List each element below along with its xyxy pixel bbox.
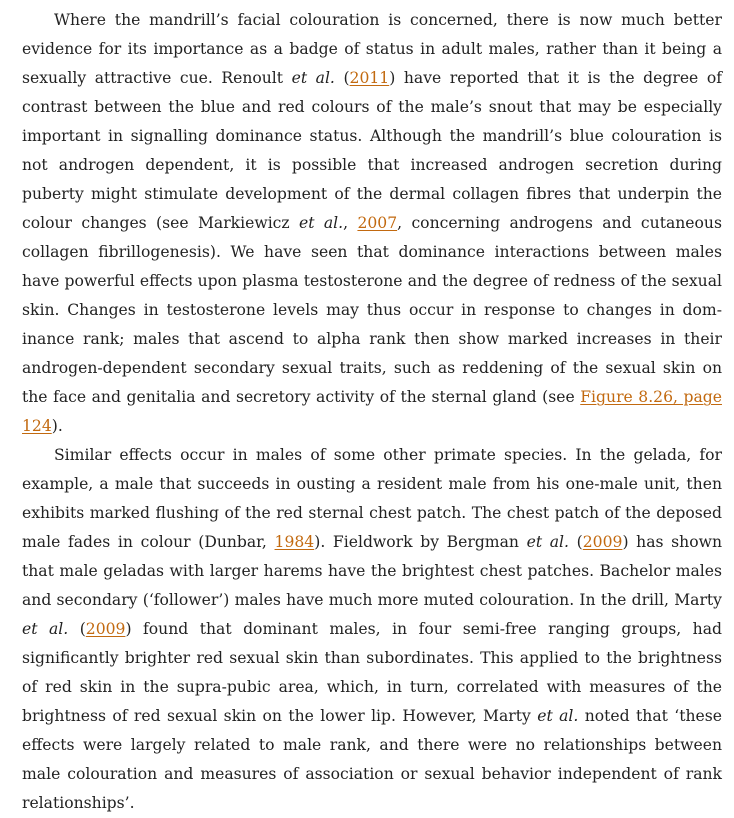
figure-reference-link[interactable]: Figure 8.26, page 124 [22,388,722,435]
et-al-italic: et al. [291,69,335,87]
paragraph-gelada-drill [22,441,722,818]
body-text: ) have reported that it is the degree of contrast between the blue and red colours of the male’s snout that may be especially important in signalling dominance status. Although the mandrill’s blue colouration is not androgen dependent, it is possible that increased androgen secretion during puberty might stimulate development of the dermal collagen fibres that underpin the colour changes (see Markiewicz [22,69,722,232]
citation-link-2009[interactable]: 2009 [582,533,623,551]
body-text: ). Fieldwork by Bergman [314,533,527,551]
body-text: Where the mandrill’s facial colouration is concerned, there is now much better evidence for its importance as a badge of status in adult males, rather than it being a sexually attractive cue. Renoult [22,11,722,87]
body-text: ) has shown that male geladas with larger harems have the brightest chest patches. Bachelor males and secondary (‘follower’) males have much more muted colouration. In the drill, Marty [22,533,723,609]
document-body [22,6,722,818]
body-text: , concerning androgens and cutaneous collagen fibrillogenesis). We have seen that dominance interactions between males have powerful effects upon plasma testosterone and the degree of redness of the sexual skin. Changes in testosterone levels may thus occur in response to changes in dominance rank; males that ascend to alpha rank then show marked increases in their androgen-dependent secondary sexual traits, such as reddening of the sexual skin on the face and genitalia and secretory activity of the sternal gland (see [22,214,722,406]
body-text: ( [569,533,583,551]
body-text: ) found that dominant males, in four semi-free ranging groups, had significantly brighter red sexual skin than subordinates. This applied to the brightness of red skin in the supra-pubic area, which, in turn, correlated with measures of the brightness of red sexual skin on the lower lip. However, Marty [22,620,722,725]
body-text: , [343,214,358,232]
body-text: ). [51,417,63,435]
citation-link-1984[interactable]: 1984 [274,533,315,551]
et-al-italic: et al. [537,707,579,725]
paragraph-mandrill [22,6,722,441]
body-text: ( [334,69,350,87]
et-al-italic: et al. [526,533,569,551]
body-text: noted that ‘these effects were largely related to male rank, and there were no relationships between male colouration and measures of association or sexual behavior independent of rank relationships’. [22,707,722,812]
et-al-italic: et al. [299,214,344,232]
citation-link-2009[interactable]: 2009 [85,620,126,638]
citation-link-2007[interactable]: 2007 [357,214,398,232]
body-text: ( [68,620,86,638]
et-al-italic: et al. [22,620,69,638]
body-text: Similar effects occur in males of some other primate species. In the gelada, for example, a male that succeeds in ousting a resident male from his one-male unit, then exhibits marked flushing of the red sternal chest patch. The chest patch of the deposed male fades in colour (Dunbar, [22,446,722,551]
citation-link-2011[interactable]: 2011 [349,69,390,87]
